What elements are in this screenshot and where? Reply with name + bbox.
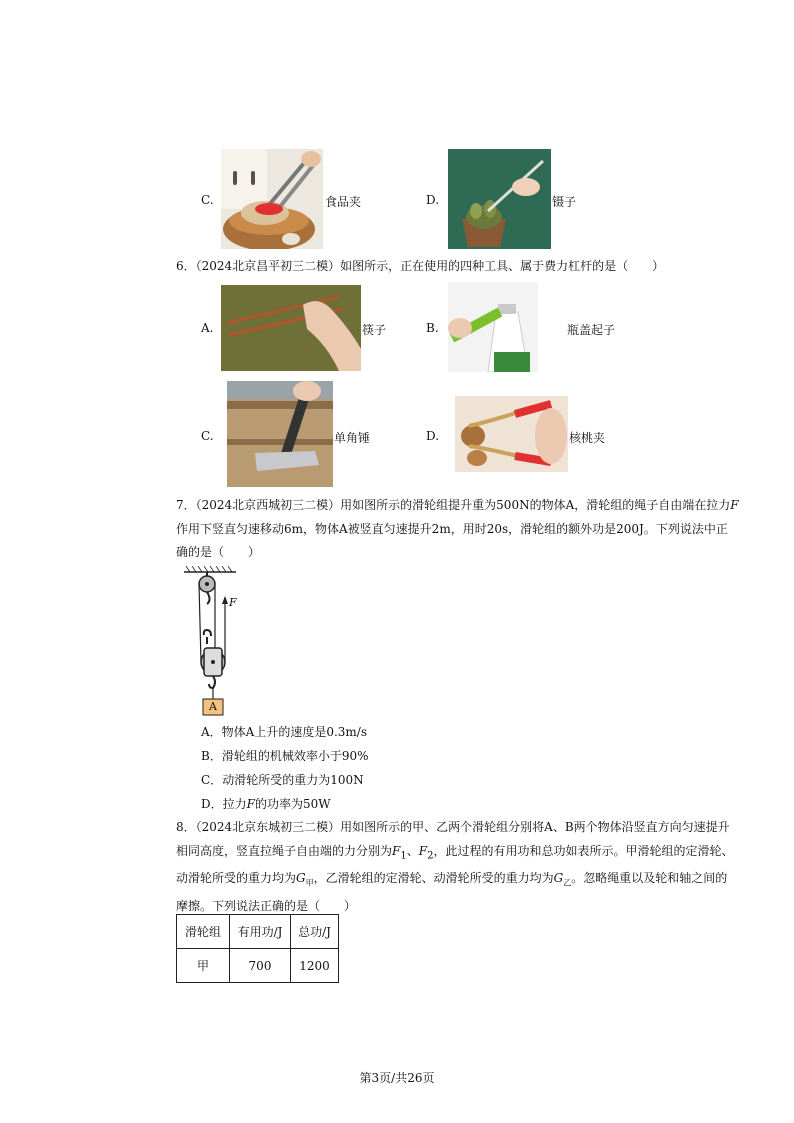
option-d-letter: D. [426,193,440,207]
q7-option-b-letter: B． [201,749,222,763]
q7-option-d [201,795,331,812]
nutcracker-image [455,396,568,472]
q6-option-a-letter: A. [201,321,214,335]
q8-f2-sub: 2 [427,849,434,861]
tweezers-caption: 镊子 [552,195,577,209]
tweezers-image [448,149,551,249]
q7-option-c [201,771,364,788]
q7-option-d-pre: 拉力 [222,797,247,811]
table-header-cell: 滑轮组 [177,915,230,949]
q8-g1-sub: 甲 [305,878,314,888]
table-cell: 甲 [177,949,230,983]
q7-option-d-var: F [246,797,255,811]
question-6-stem: 6．（2024北京昌平初三二模）如图所示，正在使用的四种工具、属于费力杠杆的是（ ） [176,259,665,273]
q7-option-a-letter: A． [201,725,222,739]
q7-stem-var-f: F [730,498,739,512]
q7-stem-line3: 确的是（ ） [176,545,261,559]
q6-option-b-letter: B. [426,321,439,335]
food-tongs-image [221,149,323,249]
nutcracker-caption: 核桃夹 [569,431,606,445]
table-header-row [177,915,339,949]
q8-line4: 摩擦。下列说法正确的是（ ） [176,899,357,914]
q7-option-a-text: 物体A上升的速度是0.3m/s [221,725,368,739]
pulley-diagram [180,566,240,718]
q8-g1: G [296,871,306,886]
q7-option-c-text: 动滑轮所受的重力为100N [222,773,364,787]
q8-line3-post: 。忽略绳重以及轮和轴之间的 [571,871,728,886]
q8-f1: F [392,843,401,858]
q8-line1: 8．（2024北京东城初三二模）用如图所示的甲、乙两个滑轮组分别将A、B两个物体沿竖直方向匀速提升 [176,820,730,834]
table-header-cell: 有用功/J [230,915,291,949]
q8-g2: G [553,871,564,886]
question-7-stem [176,494,766,565]
q7-option-d-letter: D． [201,797,223,811]
question-8-stem [176,816,766,919]
force-label: F [229,596,237,609]
q8-line3-mid: ，乙滑轮组的定滑轮、动滑轮所受的重力均为 [313,871,554,886]
table-cell: 1200 [291,949,339,983]
block-a-label: A [209,700,217,713]
q7-option-c-letter: C． [201,773,223,787]
q7-option-b [201,747,369,764]
q8-line2-post: ，此过程的有用功和总功如表所示。甲滑轮组的定滑轮、 [433,843,734,858]
q7-option-b-text: 滑轮组的机械效率小于90% [221,749,369,763]
q7-stem-line2: 作用下竖直匀速移动6m，物体A被竖直匀速提升2m，用时20s，滑轮组的额外功是200J。下列说法中正 [176,521,728,536]
table-header-cell: 总功/J [291,915,339,949]
claw-hammer-caption: 单角锤 [334,431,371,445]
page-footer: 第3页/共26页 [359,1071,435,1085]
q8-sep: 、 [406,843,419,858]
q7-option-d-post: 的功率为50W [254,797,331,811]
table-row [177,949,339,983]
option-c-letter: C. [201,193,214,207]
q8-f2: F [418,843,428,858]
q8-f1-sub: 1 [400,849,407,861]
food-tongs-caption: 食品夹 [325,195,362,209]
q8-line3-pre: 动滑轮所受的重力均为 [176,871,297,886]
bottle-opener-image [448,282,538,372]
claw-hammer-image [227,381,333,487]
chopsticks-image [221,285,361,371]
bottle-opener-caption: 瓶盖起子 [567,323,616,337]
q6-option-d-letter: D. [426,429,440,443]
table-cell: 700 [230,949,291,983]
chopsticks-caption: 筷子 [362,323,387,337]
work-table [176,914,339,983]
q7-option-a [201,723,367,740]
q8-line2-pre: 相同高度，竖直拉绳子自由端的力分别为 [176,843,393,858]
q6-option-c-letter: C. [201,429,214,443]
q7-stem-line1: 7．（2024北京西城初三二模）用如图所示的滑轮组提升重为500N的物体A，滑轮组的绳子自由端在拉力 [176,498,731,512]
q8-g2-sub: 乙 [563,878,572,888]
